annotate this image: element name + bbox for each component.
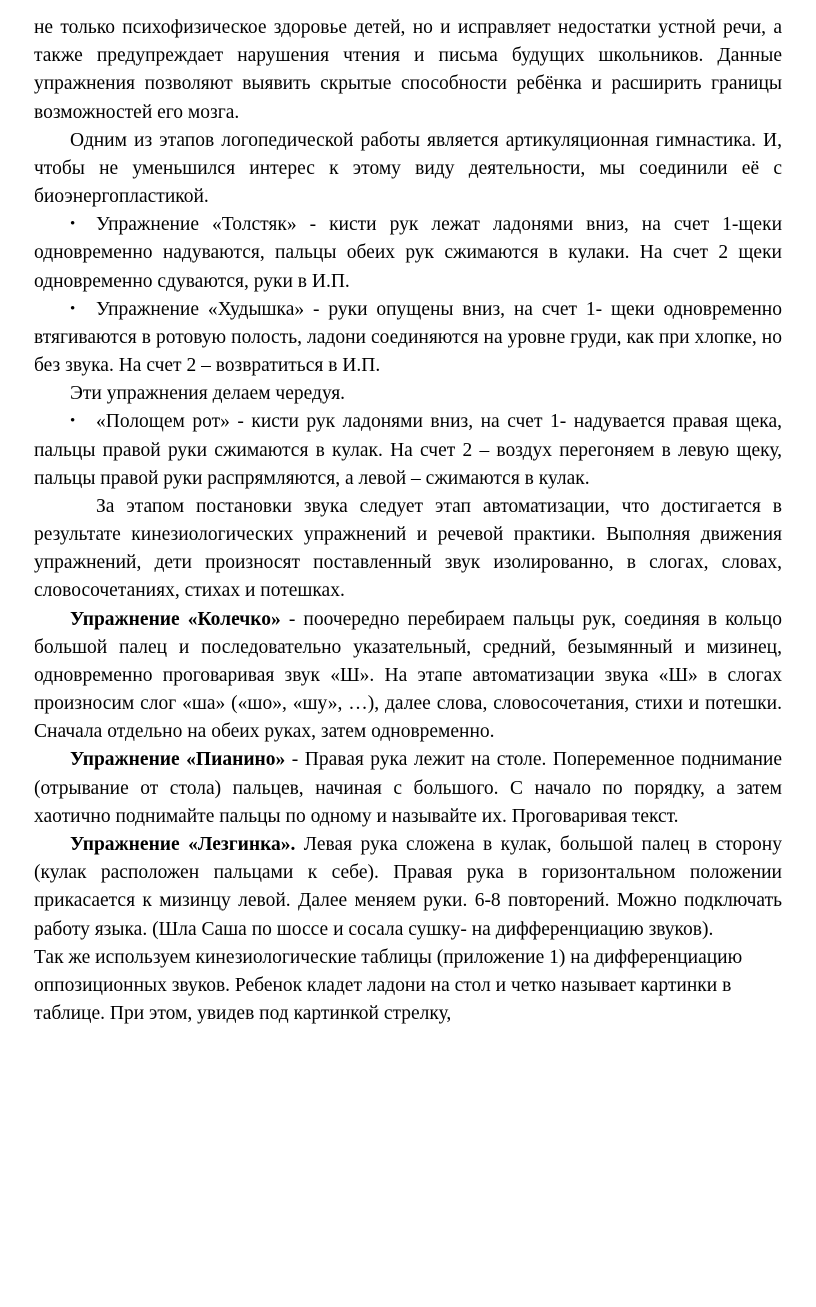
exercise-body-kolechko: - поочередно перебираем пальцы рук, соединяя в кольцо большой палец и последовательно указательный, средний, безымянный и мизинец, одновременно проговаривая звук «Ш». На этапе автоматизации звука «Ш» в слогах произносим слог «ша» («шо», «шу», …), далее слова, словосочетания, стихи и потешки. Сначала отдельно на обеих руках, затем одновременно. [34,608,782,743]
exercise-body-pianino: - Правая рука лежит на столе. Попеременное поднимание (отрывание от стола) пальцев, начиная с большого. С начало по порядку, а затем хаотично поднимайте пальцы по одному и называйте их. Проговаривая текст. [34,749,782,827]
list-item-text: Упражнение «Толстяк» - кисти рук лежат ладонями вниз, на счет 1-щеки одновременно надуваются, пальцы обеих рук сжимаются в кулаки. На счет 2 щеки одновременно сдуваются, руки в И.П. [34,214,782,292]
document-body [34,14,782,1028]
list-item-tolstyak [34,211,782,296]
exercise-title-kolechko: Упражнение «Колечко» [70,608,281,630]
list-item-hudyshka [34,296,782,381]
paragraph-alternate-note: Эти упражнения делаем чередуя. [70,383,346,405]
list-item-text: «Полощем рот» - кисти рук ладонями вниз, на счет 1- надувается правая щека, пальцы правой руки сжимаются в кулак. На счет 2 – воздух перегоняем в левую щеку, пальцы правой руки распрямляются, а левой – сжимаются в кулак. [34,411,782,489]
paragraph-kolechko [34,606,782,747]
exercise-body-lezginka: Левая рука сложена в кулак, большой палец в сторону (кулак расположен пальцами к себе). Правая рука в горизонтальном положении прикасается к мизинцу левой. Далее меняем руки. 6-8 повторений. Можно подключать работу языка. (Шла Саша по шоссе и сосала сушку- на дифференциацию звуков). [34,833,782,940]
paragraph-articulation-gymnastics: Одним из этапов логопедической работы является артикуляционная гимнастика. И, чтобы не уменьшился интерес к этому виду деятельности, мы соединили её с биоэнергопластикой. [34,129,782,208]
paragraph-lezginka [34,831,782,944]
list-item-text: Упражнение «Худышка» - руки опущены вниз, на счет 1- щеки одновременно втягиваются в ротовую полость, ладони соединяются на уровне груди, как при хлопке, но без звука. На счет 2 – возвратиться в И.П. [34,298,782,377]
exercise-title-lezginka: Упражнение «Лезгинка». [70,833,296,855]
paragraph-pianino [34,746,782,831]
exercise-title-pianino: Упражнение «Пианино» [70,749,286,771]
paragraph-automation-stage: За этапом постановки звука следует этап автоматизации, что достигается в результате кинезиологических упражнений и речевой практики. Выполняя движения упражнений, дети произносят поставленный звук изолированно, в слогах, словах, словосочетаниях, стихах и потешках. [34,495,782,602]
bullet-icon [34,296,96,324]
list-item-poloshchem-rot [34,408,782,493]
bullet-icon [34,408,96,436]
paragraph-intro: не только психофизическое здоровье детей, но и исправляет недостатки устной речи, а также предупреждает нарушения чтения и письма будущих школьников. Данные упражнения позволяют выявить скрытые способности ребёнка и расширить границы возможностей его мозга. [34,17,782,123]
bullet-icon [34,211,96,239]
paragraph-kinesiology-tables: Так же используем кинезиологические таблицы (приложение 1) на дифференциацию оппозиционных звуков. Ребенок кладет ладони на стол и четко называет картинки в таблице. При этом, увидев под картинкой стрелку, [34,946,743,1025]
